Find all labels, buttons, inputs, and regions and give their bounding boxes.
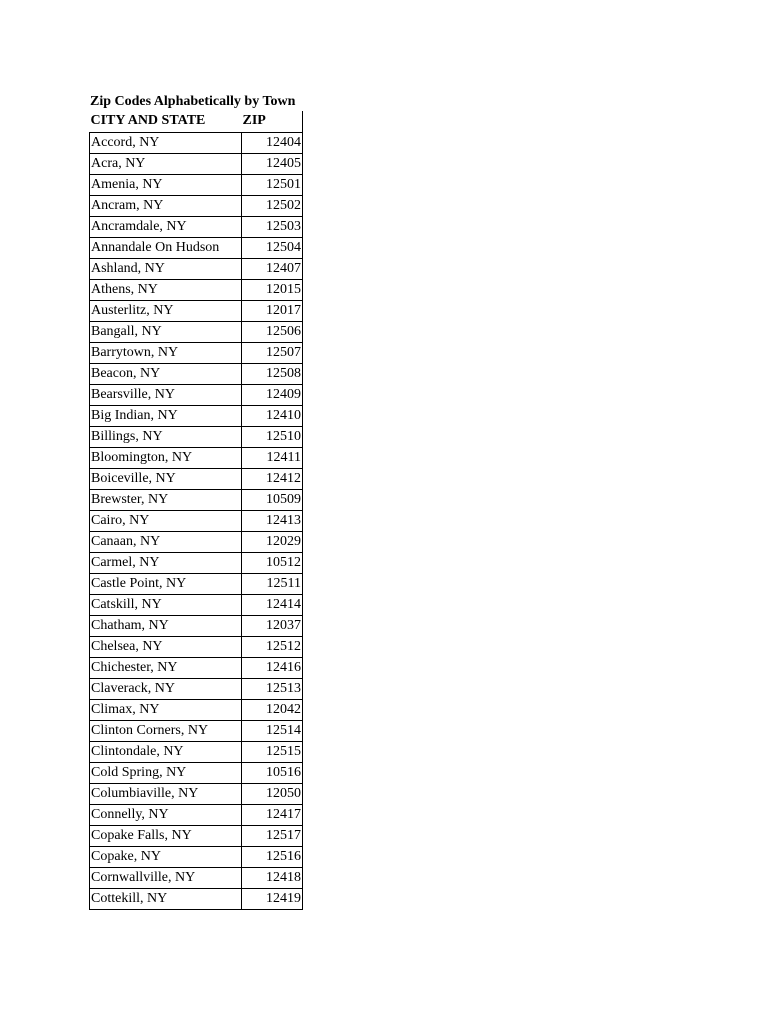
table-row [90,426,303,447]
city-cell: Bearsville, NY [90,384,242,405]
city-cell: Copake, NY [90,846,242,867]
table-row [90,741,303,762]
table-row [90,594,303,615]
city-cell: Claverack, NY [90,678,242,699]
zip-cell: 12029 [242,531,303,552]
city-cell: Boiceville, NY [90,468,242,489]
zip-cell: 12042 [242,699,303,720]
city-cell: Annandale On Hudson [90,237,242,258]
table-row [90,552,303,573]
city-cell: Ashland, NY [90,258,242,279]
table-row [90,279,303,300]
city-cell: Beacon, NY [90,363,242,384]
table-header-row [90,111,303,132]
zip-cell: 12513 [242,678,303,699]
table-row [90,468,303,489]
zip-cell: 12414 [242,594,303,615]
city-cell: Accord, NY [90,132,242,153]
table-row [90,363,303,384]
zip-cell: 10512 [242,552,303,573]
zip-cell: 10509 [242,489,303,510]
column-header-city: CITY AND STATE [90,113,206,129]
city-cell: Columbiaville, NY [90,783,242,804]
table-row [90,888,303,909]
table-row [90,258,303,279]
zip-cell: 12417 [242,804,303,825]
zip-cell: 12506 [242,321,303,342]
table-row [90,615,303,636]
table-row [90,195,303,216]
city-cell: Austerlitz, NY [90,300,242,321]
zip-cell: 12413 [242,510,303,531]
city-cell: Bloomington, NY [90,447,242,468]
zip-cell: 12503 [242,216,303,237]
city-cell: Bangall, NY [90,321,242,342]
zip-cell: 12416 [242,657,303,678]
zip-cell: 12510 [242,426,303,447]
table-body [90,132,303,909]
table-row [90,783,303,804]
table-row [90,153,303,174]
city-cell: Acra, NY [90,153,242,174]
table-row [90,636,303,657]
table-row [90,531,303,552]
zip-cell: 12412 [242,468,303,489]
zip-cell: 12410 [242,405,303,426]
document-title: Zip Codes Alphabetically by Town [90,94,296,109]
zip-code-table [89,111,303,910]
zip-cell: 10516 [242,762,303,783]
city-cell: Cottekill, NY [90,888,242,909]
table-row [90,447,303,468]
table-row [90,678,303,699]
table-row [90,132,303,153]
table-row [90,384,303,405]
city-cell: Clinton Corners, NY [90,720,242,741]
city-cell: Cairo, NY [90,510,242,531]
city-cell: Chatham, NY [90,615,242,636]
city-cell: Chelsea, NY [90,636,242,657]
zip-cell: 12517 [242,825,303,846]
table-row [90,762,303,783]
city-cell: Catskill, NY [90,594,242,615]
zip-cell: 12502 [242,195,303,216]
table-row [90,657,303,678]
city-cell: Brewster, NY [90,489,242,510]
table-row [90,216,303,237]
zip-cell: 12514 [242,720,303,741]
table-row [90,825,303,846]
zip-cell: 12501 [242,174,303,195]
zip-cell: 12050 [242,783,303,804]
city-cell: Athens, NY [90,279,242,300]
table-row [90,867,303,888]
zip-cell: 12418 [242,867,303,888]
spreadsheet-page [89,93,303,910]
zip-cell: 12404 [242,132,303,153]
table-row [90,489,303,510]
zip-cell: 12504 [242,237,303,258]
zip-cell: 12508 [242,363,303,384]
column-header-zip: ZIP [242,111,303,132]
city-cell: Amenia, NY [90,174,242,195]
table-row [90,573,303,594]
table-row [90,510,303,531]
table-row [90,300,303,321]
zip-cell: 12516 [242,846,303,867]
city-cell: Chichester, NY [90,657,242,678]
zip-cell: 12017 [242,300,303,321]
zip-cell: 12037 [242,615,303,636]
city-cell: Billings, NY [90,426,242,447]
city-cell: Copake Falls, NY [90,825,242,846]
city-cell: Canaan, NY [90,531,242,552]
table-row [90,321,303,342]
city-cell: Barrytown, NY [90,342,242,363]
zip-cell: 12511 [242,573,303,594]
zip-cell: 12409 [242,384,303,405]
city-cell: Castle Point, NY [90,573,242,594]
city-cell: Ancram, NY [90,195,242,216]
city-cell: Cold Spring, NY [90,762,242,783]
table-row [90,720,303,741]
table-row [90,174,303,195]
zip-cell: 12419 [242,888,303,909]
zip-cell: 12411 [242,447,303,468]
zip-cell: 12405 [242,153,303,174]
zip-cell: 12507 [242,342,303,363]
table-row [90,342,303,363]
city-cell: Climax, NY [90,699,242,720]
city-cell: Connelly, NY [90,804,242,825]
city-cell: Carmel, NY [90,552,242,573]
city-cell: Clintondale, NY [90,741,242,762]
city-cell: Ancramdale, NY [90,216,242,237]
zip-cell: 12407 [242,258,303,279]
zip-cell: 12515 [242,741,303,762]
table-row [90,237,303,258]
table-row [90,846,303,867]
city-cell: Cornwallville, NY [90,867,242,888]
city-cell: Big Indian, NY [90,405,242,426]
table-row [90,804,303,825]
zip-cell: 12512 [242,636,303,657]
table-row [90,405,303,426]
table-row [90,699,303,720]
zip-cell: 12015 [242,279,303,300]
